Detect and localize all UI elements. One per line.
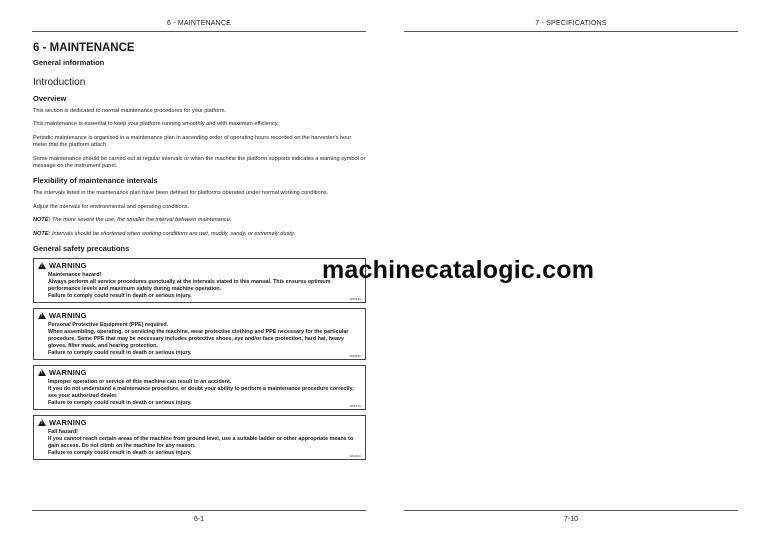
warning-line: If you do not understand a maintenance procedure, or doubt your ability to perform a maintenance procedure correctly, see your authorized dealer. bbox=[48, 386, 354, 400]
warning-line: Failure to comply could result in death or serious injury. bbox=[48, 400, 192, 407]
paragraph: Adjust the intervals for environmental and operating conditions. bbox=[33, 203, 190, 210]
intro-heading: Introduction bbox=[33, 77, 86, 88]
header-rule bbox=[404, 31, 738, 32]
warning-line: Fall hazard! bbox=[48, 429, 78, 436]
paragraph: Periodic maintenance is organised in a maintenance plan in ascending order of operating hours recorded on the harvester's hour meter that the platform attach. bbox=[33, 134, 352, 149]
warning-body bbox=[38, 272, 361, 300]
warning-box bbox=[33, 365, 366, 410]
warning-line: If you cannot reach certain areas of the machine from ground level, use a suitable ladder or other appropriate means to gain access. Do not climb on the machine for any reason. bbox=[48, 436, 354, 450]
paragraph: Some maintenance should be carried out at regular intervals or when the machine the platform supports indicates a warning symbol or message on the instrument panel. bbox=[33, 155, 366, 170]
warning-triangle-icon: ! bbox=[38, 312, 46, 319]
flex-heading: Flexibility of maintenance intervals bbox=[33, 176, 158, 186]
warning-code: W0157A bbox=[349, 404, 361, 409]
page-number: 7-10 bbox=[563, 516, 578, 523]
warning-title: WARNING bbox=[49, 261, 87, 271]
warning-triangle-icon: ! bbox=[38, 369, 46, 376]
overview-heading: Overview bbox=[33, 94, 67, 103]
note bbox=[33, 217, 366, 224]
running-head: 6 - MAINTENANCE bbox=[166, 20, 232, 27]
warning-line: Maintenance hazard! bbox=[48, 272, 102, 279]
warning-body bbox=[38, 429, 361, 457]
warning-code: W0222A bbox=[349, 454, 361, 459]
page-number: 6-1 bbox=[193, 516, 205, 523]
warning-line: Improper operation or service of this machine can result in an accident. bbox=[48, 379, 232, 386]
page-content bbox=[33, 38, 366, 465]
warning-code: W0099A bbox=[349, 354, 361, 359]
warning-box bbox=[33, 308, 366, 360]
footer-rule bbox=[32, 510, 366, 511]
warning-box bbox=[33, 258, 366, 303]
note-text: The more severe the use, the smaller the interval between maintenance. bbox=[50, 217, 232, 224]
warning-line: Failure to comply could result in death or serious injury. bbox=[48, 293, 192, 300]
warning-line: Failure to comply could result in death or serious injury. bbox=[48, 450, 192, 457]
warning-triangle-icon: ! bbox=[38, 419, 46, 426]
warning-line: Failure to comply could result in death or serious injury. bbox=[48, 350, 192, 357]
warning-body bbox=[38, 379, 361, 407]
chapter-title: 6 - MAINTENANCE bbox=[33, 42, 135, 54]
warning-title: WARNING bbox=[49, 418, 87, 428]
header-rule bbox=[32, 31, 366, 32]
safety-heading: General safety precautions bbox=[33, 244, 130, 254]
paragraph: The intervals listed in the maintenance plan have been defined for platforms operated under normal working conditions. bbox=[33, 190, 329, 197]
warning-code: W0013A bbox=[349, 297, 361, 302]
section-title: General information bbox=[33, 58, 105, 67]
warning-line: Always perform all service procedures punctually at the intervals stated in this manual. This ensures optimum performance levels and maximum safety during machine operation. bbox=[48, 279, 331, 293]
warning-box bbox=[33, 415, 366, 460]
warning-triangle-icon: ! bbox=[38, 262, 46, 269]
warning-title: WARNING bbox=[49, 368, 87, 378]
warning-title: WARNING bbox=[49, 311, 87, 321]
note-label: NOTE: bbox=[33, 230, 51, 237]
warning-line: When assembling, operating, or servicing the machine, wear protective clothing and PPE necessary for the particular procedure. Some PPE that may be necessary includes protective shoes, eye and/or face protection, hard hat, heavy gloves, filter mask, and hearing protection. bbox=[48, 329, 349, 350]
warning-body bbox=[38, 322, 361, 357]
running-head: 7 - SPECIFICATIONS bbox=[535, 20, 607, 27]
paragraph: This section is dedicated to normal maintenance procedures for your platform. bbox=[33, 108, 227, 114]
note-text: Intervals should be shortened when working conditions are wet, muddy, sandy, or extremely dusty. bbox=[50, 230, 295, 237]
warning-line: Personal Protective Equipment (PPE) required. bbox=[48, 322, 169, 329]
note-label: NOTE: bbox=[33, 217, 51, 224]
paragraph: This maintenance is essential to keep your platform running smoothly and with maximum efficiency. bbox=[33, 121, 279, 128]
watermark: machinecatalogic.com bbox=[322, 256, 595, 284]
note bbox=[33, 231, 366, 238]
footer-rule bbox=[404, 510, 738, 511]
